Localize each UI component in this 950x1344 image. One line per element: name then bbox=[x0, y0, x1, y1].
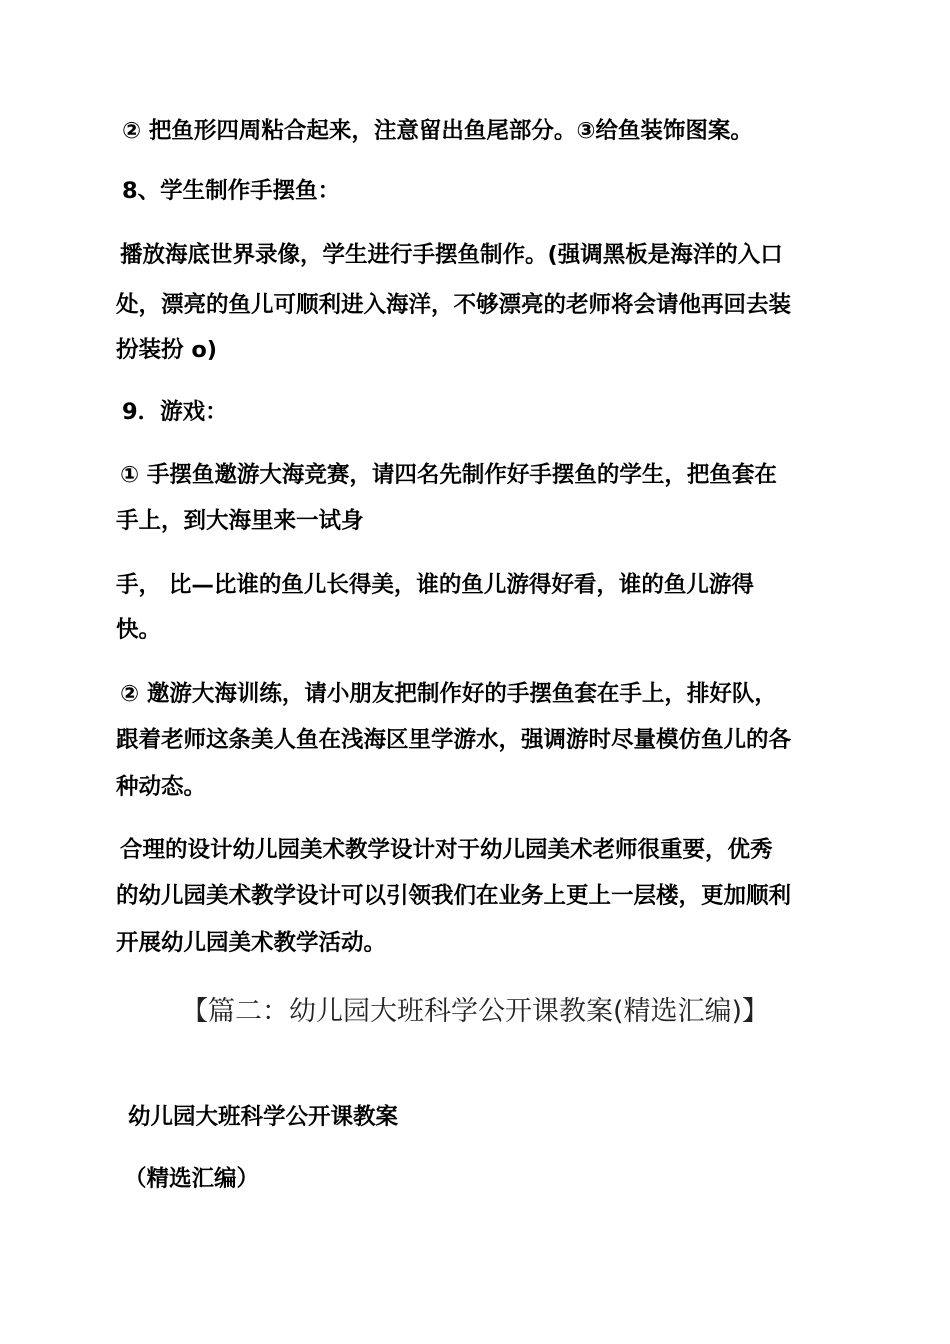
paragraph-line: ② 邀游大海训练，请小朋友把制作好的手摆鱼套在手上，排好队， bbox=[120, 681, 777, 707]
paragraph-line: ② 把鱼形四周粘合起来，注意留出鱼尾部分。③给鱼装饰图案。 bbox=[122, 118, 753, 144]
paragraph-line: 处，漂亮的鱼儿可顺利进入海洋，不够漂亮的老师将会请他再回去装 bbox=[116, 292, 792, 318]
paragraph-line: 种动态。 bbox=[116, 774, 207, 800]
paragraph-line: 手上，到大海里来一试身 bbox=[116, 508, 364, 534]
paragraph-line: 手， 比—比谁的鱼儿长得美，谁的鱼儿游得好看，谁的鱼儿游得 bbox=[116, 572, 754, 598]
paragraph-line: ① 手摆鱼邀游大海竞赛，请四名先制作好手摆鱼的学生，把鱼套在 bbox=[120, 462, 777, 488]
paragraph-line: 合理的设计幼儿园美术教学设计对于幼儿园美术老师很重要，优秀 bbox=[120, 837, 773, 863]
section-subtitle-note: （精选汇编） bbox=[124, 1166, 260, 1192]
paragraph-line: 播放海底世界录像，学生进行手摆鱼制作。(强调黑板是海洋的入口 bbox=[120, 242, 783, 268]
paragraph-line: 跟着老师这条美人鱼在浅海区里学游水，强调游时尽量模仿鱼儿的各 bbox=[116, 727, 792, 753]
section-heading: 【篇二：幼儿园大班科学公开课教案(精选汇编)】 bbox=[180, 996, 770, 1027]
paragraph-line: 开展幼儿园美术教学活动。 bbox=[116, 930, 387, 956]
step-heading: 8、学生制作手摆鱼： bbox=[122, 178, 341, 204]
paragraph-line: 扮装扮 o) bbox=[116, 337, 218, 363]
paragraph-line: 快。 bbox=[116, 617, 162, 643]
step-heading: 9．游戏： bbox=[122, 399, 228, 425]
section-subtitle: 幼儿园大班科学公开课教案 bbox=[128, 1104, 399, 1130]
paragraph-line: 的幼儿园美术教学设计可以引领我们在业务上更上一层楼，更加顺利 bbox=[116, 883, 792, 909]
